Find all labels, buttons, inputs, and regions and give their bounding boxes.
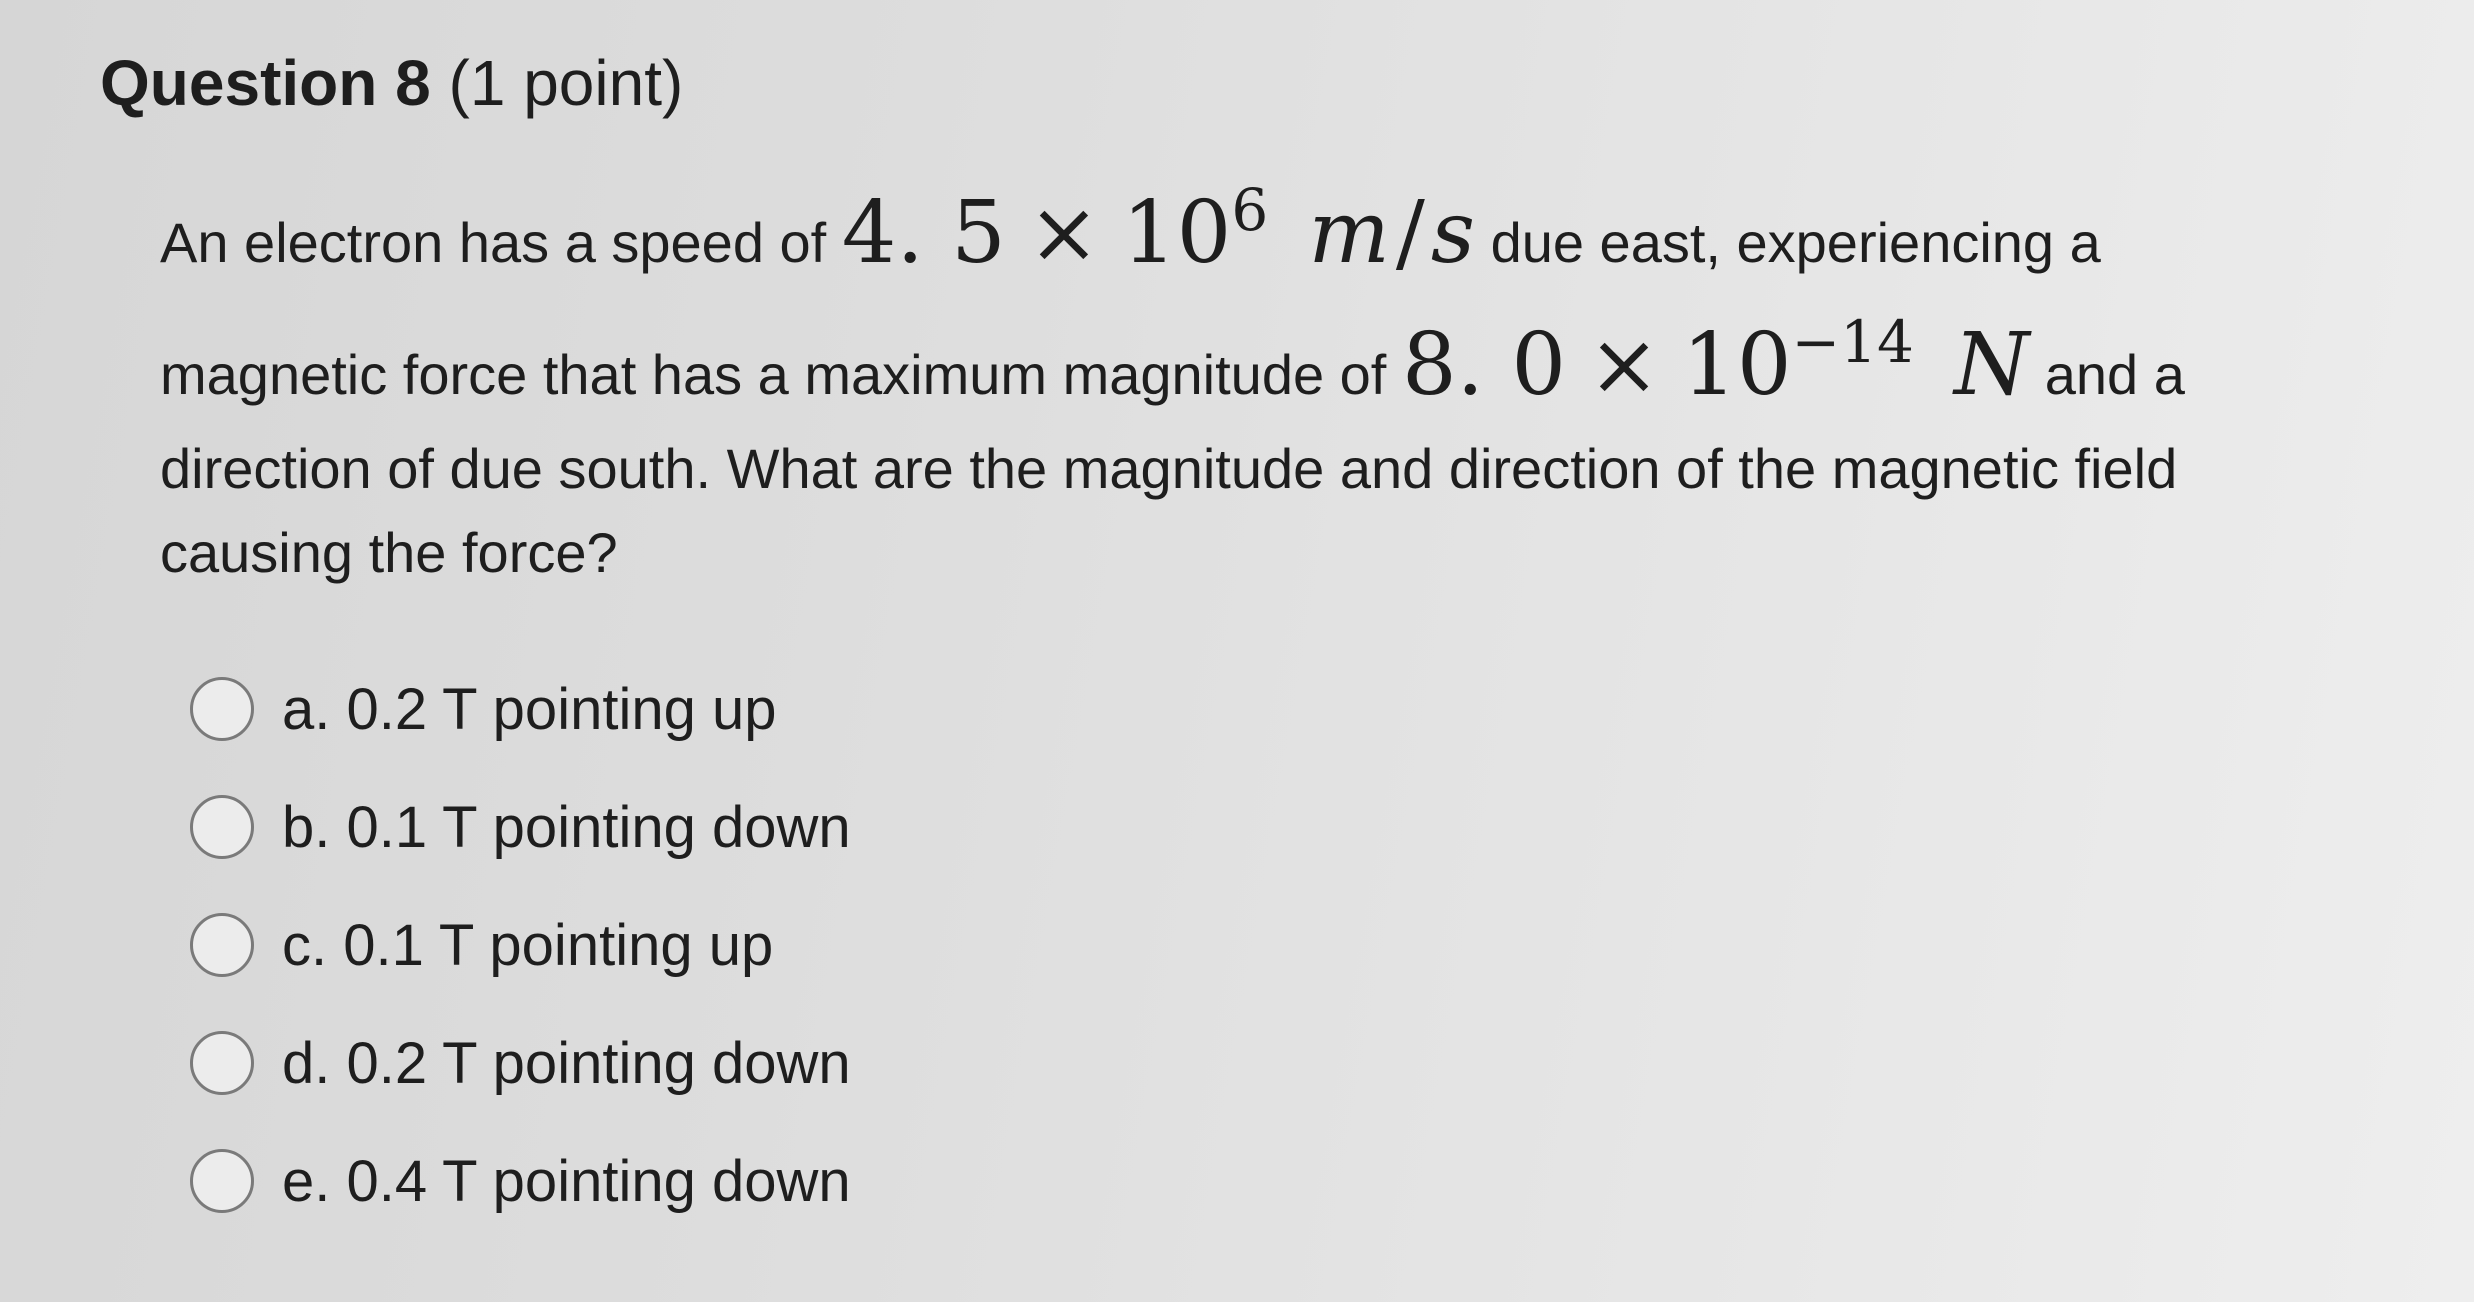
speed-mantissa: 4. 5 <box>841 183 1006 283</box>
force-mantissa: 8. 0 <box>1401 315 1567 415</box>
stem-text: magnetic force that has a maximum magnitude of <box>160 343 1387 406</box>
speed-unit-m: m <box>1308 183 1390 283</box>
speed-expression <box>841 176 1475 283</box>
speed-unit-s: s <box>1430 183 1475 283</box>
radio-button-e[interactable] <box>190 1149 254 1213</box>
question-stem-line-1 <box>160 178 2400 288</box>
option-label-a[interactable]: a. 0.2 T pointing up <box>282 676 777 742</box>
option-a[interactable] <box>190 650 851 768</box>
radio-button-d[interactable] <box>190 1031 254 1095</box>
radio-button-c[interactable] <box>190 913 254 977</box>
radio-button-a[interactable] <box>190 677 254 741</box>
times-symbol: × <box>1027 183 1100 283</box>
force-unit: N <box>1953 315 2030 415</box>
answer-options <box>190 650 851 1240</box>
force-exponent: −14 <box>1791 308 1914 377</box>
speed-unit-slash: / <box>1395 183 1425 283</box>
option-label-d[interactable]: d. 0.2 T pointing down <box>282 1030 851 1096</box>
option-b[interactable] <box>190 768 851 886</box>
speed-exponent: 6 <box>1231 176 1269 245</box>
times-symbol: × <box>1588 315 1661 415</box>
radio-button-b[interactable] <box>190 795 254 859</box>
question-stem-line-4: causing the force? <box>160 521 618 584</box>
option-label-b[interactable]: b. 0.1 T pointing down <box>282 794 851 860</box>
stem-text: due east, experiencing a <box>1490 211 2101 274</box>
option-label-e[interactable]: e. 0.4 T pointing down <box>282 1148 851 1214</box>
stem-text: and a <box>2044 343 2185 406</box>
force-expression <box>1401 308 2030 415</box>
force-base: 10 <box>1682 315 1792 415</box>
option-c[interactable] <box>190 886 851 1004</box>
question-points: (1 point) <box>448 47 684 119</box>
question-stem-line-2 <box>160 310 2400 420</box>
stem-text: An electron has a speed of <box>160 211 827 274</box>
question-header <box>100 38 683 128</box>
question-title: Question 8 <box>100 47 431 119</box>
option-d[interactable] <box>190 1004 851 1122</box>
option-label-c[interactable]: c. 0.1 T pointing up <box>282 912 774 978</box>
speed-base: 10 <box>1121 183 1232 283</box>
option-e[interactable] <box>190 1122 851 1240</box>
question-stem-line-3: direction of due south. What are the magnitude and direction of the magnetic field <box>160 437 2178 500</box>
